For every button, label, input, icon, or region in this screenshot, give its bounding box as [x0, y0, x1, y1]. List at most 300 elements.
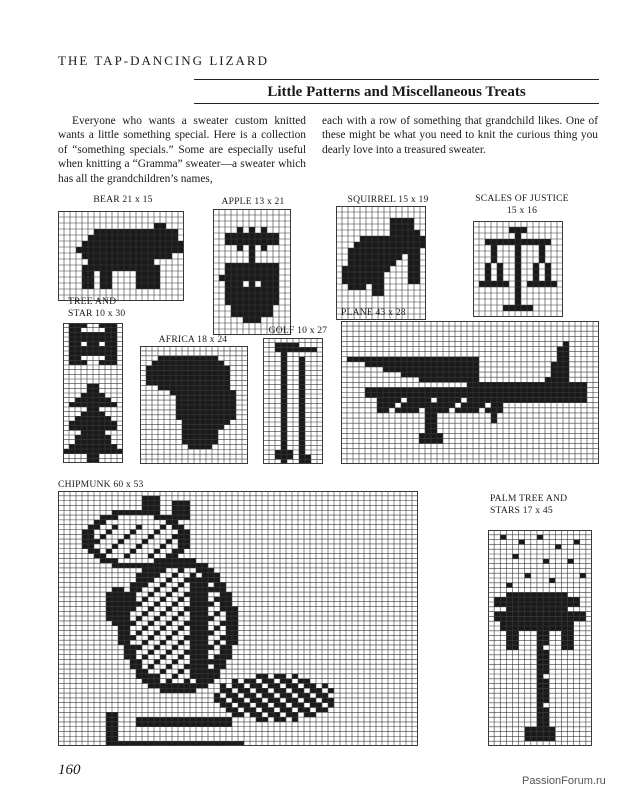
- stitch: [377, 393, 383, 398]
- stitch: [188, 439, 194, 444]
- stitch: [124, 563, 130, 568]
- stitch: [557, 347, 563, 352]
- stitch: [226, 693, 232, 698]
- stitch: [94, 235, 100, 241]
- stitch: [390, 218, 396, 224]
- stitch: [549, 607, 555, 612]
- stitch: [148, 496, 154, 501]
- stitch: [154, 529, 160, 534]
- stitch: [106, 606, 112, 611]
- scales-chart: [473, 221, 563, 317]
- stitch: [491, 403, 497, 408]
- stitch: [178, 582, 184, 587]
- stitch: [249, 305, 255, 311]
- stitch: [146, 371, 152, 376]
- stitch: [178, 515, 184, 520]
- stitch: [455, 408, 461, 413]
- stitch: [208, 645, 214, 650]
- stitch: [551, 393, 557, 398]
- stitch: [281, 431, 287, 436]
- stitch: [194, 420, 200, 425]
- stitch: [389, 387, 395, 392]
- stitch: [188, 366, 194, 371]
- stitch: [262, 703, 268, 708]
- stitch: [449, 362, 455, 367]
- stitch: [545, 281, 551, 287]
- scales-pattern-label: [462, 193, 582, 217]
- stitch: [220, 698, 226, 703]
- stitch: [479, 393, 485, 398]
- stitch: [243, 239, 249, 245]
- stitch: [533, 398, 539, 403]
- stitch: [69, 332, 75, 337]
- stitch: [551, 387, 557, 392]
- stitch: [568, 616, 574, 621]
- stitch: [124, 510, 130, 515]
- stitch: [372, 290, 378, 296]
- stitch: [348, 266, 354, 272]
- stitch: [202, 635, 208, 640]
- chipmunk-grid-lines: [58, 491, 418, 746]
- intro-paragraph-left: Everyone who wants a sweater custom knitted wants a little something special. Here is a collection of “something specials.” Some are especially useful when knitting a “Gramma” sweater—a sweater which has all the grandchildren’s names,: [58, 115, 306, 185]
- watermark: PassionForum.ru: [522, 775, 606, 787]
- stitch: [170, 385, 176, 390]
- stitch: [99, 402, 105, 407]
- stitch: [267, 269, 273, 275]
- stitch: [281, 413, 287, 418]
- stitch: [537, 712, 543, 717]
- stitch: [449, 393, 455, 398]
- stitch: [166, 650, 172, 655]
- stitch: [99, 360, 105, 365]
- stitch: [202, 631, 208, 636]
- stitch: [304, 708, 310, 713]
- stitch: [237, 305, 243, 311]
- stitch: [506, 612, 512, 617]
- stitch: [75, 449, 81, 454]
- stitch: [413, 403, 419, 408]
- stitch: [372, 266, 378, 272]
- stitch: [176, 376, 182, 381]
- stitch: [124, 247, 130, 253]
- stitch: [190, 563, 196, 568]
- stitch: [372, 242, 378, 248]
- stitch: [214, 655, 220, 660]
- stitch: [555, 602, 561, 607]
- stitch: [208, 631, 214, 636]
- stitch: [348, 254, 354, 260]
- stitch: [172, 241, 178, 247]
- stitch: [563, 352, 569, 357]
- stitch: [148, 635, 154, 640]
- stitch: [378, 278, 384, 284]
- stitch: [184, 688, 190, 693]
- stitch: [316, 693, 322, 698]
- stitch: [105, 421, 111, 426]
- stitch: [342, 272, 348, 278]
- stitch: [106, 265, 112, 271]
- stitch: [425, 438, 431, 443]
- stitch: [172, 587, 178, 592]
- stitch: [152, 376, 158, 381]
- stitch: [549, 612, 555, 617]
- stitch: [112, 616, 118, 621]
- stitch: [106, 515, 112, 520]
- stitch: [196, 592, 202, 597]
- stitch: [515, 227, 521, 233]
- stitch: [188, 405, 194, 410]
- stitch: [310, 698, 316, 703]
- stitch: [142, 573, 148, 578]
- stitch: [461, 393, 467, 398]
- stitch: [182, 425, 188, 430]
- stitch: [299, 371, 305, 376]
- stitch: [360, 248, 366, 254]
- stitch: [230, 390, 236, 395]
- stitch: [506, 631, 512, 636]
- stitch: [130, 659, 136, 664]
- stitch: [99, 332, 105, 337]
- stitch: [519, 616, 525, 621]
- stitch: [220, 592, 226, 597]
- stitch: [354, 242, 360, 248]
- stitch: [568, 597, 574, 602]
- stitch: [574, 612, 580, 617]
- stitch: [75, 440, 81, 445]
- stitch: [549, 616, 555, 621]
- stitch: [574, 616, 580, 621]
- stitch: [250, 708, 256, 713]
- stitch: [543, 616, 549, 621]
- stitch: [178, 655, 184, 660]
- stitch: [401, 387, 407, 392]
- stitch: [206, 415, 212, 420]
- stitch: [82, 544, 88, 549]
- stitch: [206, 400, 212, 405]
- stitch: [82, 241, 88, 247]
- stitch: [555, 616, 561, 621]
- stitch: [419, 377, 425, 382]
- stitch: [497, 393, 503, 398]
- stitch: [243, 317, 249, 323]
- stitch: [262, 717, 268, 722]
- stitch: [170, 390, 176, 395]
- stitch: [431, 387, 437, 392]
- stitch: [485, 275, 491, 281]
- stitch: [537, 636, 543, 641]
- stitch: [200, 356, 206, 361]
- stitch: [437, 357, 443, 362]
- stitch: [557, 372, 563, 377]
- stitch: [148, 683, 154, 688]
- stitch: [106, 259, 112, 265]
- stitch: [525, 616, 531, 621]
- stitch: [551, 281, 557, 287]
- stitch: [557, 367, 563, 372]
- stitch: [69, 328, 75, 333]
- stitch: [509, 239, 515, 245]
- stitch: [494, 602, 500, 607]
- stitch: [190, 688, 196, 693]
- stitch: [206, 410, 212, 415]
- stitch: [255, 299, 261, 305]
- stitch: [226, 592, 232, 597]
- stitch: [190, 626, 196, 631]
- stitch: [154, 558, 160, 563]
- stitch: [212, 371, 218, 376]
- stitch: [87, 444, 93, 449]
- stitch: [106, 253, 112, 259]
- stitch: [521, 239, 527, 245]
- stitch: [226, 621, 232, 626]
- stitch: [237, 245, 243, 251]
- stitch: [360, 254, 366, 260]
- stitch: [574, 540, 580, 545]
- stitch: [491, 245, 497, 251]
- stitch: [154, 277, 160, 283]
- stitch: [503, 239, 509, 245]
- stitch: [512, 612, 518, 617]
- stitch: [142, 626, 148, 631]
- stitch: [537, 607, 543, 612]
- stitch: [491, 257, 497, 263]
- stitch: [543, 717, 549, 722]
- stitch: [543, 626, 549, 631]
- stitch: [281, 343, 287, 348]
- stitch: [208, 659, 214, 664]
- stitch: [196, 683, 202, 688]
- stitch: [200, 430, 206, 435]
- stitch: [537, 732, 543, 737]
- stitch: [473, 377, 479, 382]
- stitch: [262, 674, 268, 679]
- stitch: [178, 505, 184, 510]
- stitch: [88, 283, 94, 289]
- stitch: [310, 703, 316, 708]
- stitch: [190, 669, 196, 674]
- stitch: [87, 351, 93, 356]
- stitch: [148, 241, 154, 247]
- stitch: [537, 717, 543, 722]
- stitch: [226, 631, 232, 636]
- stitch: [414, 272, 420, 278]
- stitch: [555, 592, 561, 597]
- stitch: [232, 693, 238, 698]
- stitch: [563, 377, 569, 382]
- stitch: [176, 410, 182, 415]
- stitch: [407, 357, 413, 362]
- stitch: [354, 254, 360, 260]
- stitch: [142, 563, 148, 568]
- stitch: [93, 430, 99, 435]
- stitch: [172, 229, 178, 235]
- stitch: [506, 607, 512, 612]
- stitch: [178, 669, 184, 674]
- stitch: [166, 592, 172, 597]
- stitch: [166, 229, 172, 235]
- stitch: [273, 263, 279, 269]
- stitch: [148, 247, 154, 253]
- stitch: [172, 247, 178, 253]
- stitch: [281, 366, 287, 371]
- stitch: [413, 367, 419, 372]
- stitch: [202, 592, 208, 597]
- stitch: [148, 259, 154, 265]
- stitch: [206, 356, 212, 361]
- stitch: [581, 387, 587, 392]
- stitch: [219, 275, 225, 281]
- stitch: [298, 708, 304, 713]
- stitch: [467, 377, 473, 382]
- stitch: [408, 260, 414, 266]
- stitch: [124, 235, 130, 241]
- stitch: [212, 390, 218, 395]
- stitch: [569, 387, 575, 392]
- stitch: [531, 626, 537, 631]
- stitch: [218, 366, 224, 371]
- stitch: [360, 284, 366, 290]
- stitch: [407, 372, 413, 377]
- stitch: [390, 242, 396, 248]
- stitch: [359, 357, 365, 362]
- stitch: [561, 616, 567, 621]
- stitch: [172, 515, 178, 520]
- stitch: [202, 669, 208, 674]
- stitch: [557, 398, 563, 403]
- stitch: [533, 263, 539, 269]
- stitch: [299, 431, 305, 436]
- stitch: [557, 352, 563, 357]
- stitch: [196, 602, 202, 607]
- stitch: [224, 390, 230, 395]
- stitch: [425, 428, 431, 433]
- stitch: [261, 245, 267, 251]
- stitch: [299, 445, 305, 450]
- stitch: [304, 698, 310, 703]
- stitch: [82, 529, 88, 534]
- label-line: PALM TREE AND: [490, 493, 568, 504]
- stitch: [194, 371, 200, 376]
- stitch: [142, 247, 148, 253]
- stitch: [148, 265, 154, 271]
- stitch: [299, 375, 305, 380]
- stitch: [69, 421, 75, 426]
- stitch: [220, 703, 226, 708]
- stitch: [154, 573, 160, 578]
- stitch: [244, 708, 250, 713]
- stitch: [500, 602, 506, 607]
- stitch: [105, 342, 111, 347]
- stitch: [261, 227, 267, 233]
- tree-pattern-label: [68, 296, 168, 320]
- stitch: [184, 544, 190, 549]
- stitch: [212, 410, 218, 415]
- stitch: [455, 377, 461, 382]
- stitch: [75, 416, 81, 421]
- stitch: [190, 606, 196, 611]
- stitch: [87, 393, 93, 398]
- stitch: [130, 645, 136, 650]
- stitch: [237, 227, 243, 233]
- stitch: [414, 242, 420, 248]
- label-line: AFRICA 18 x 24: [158, 334, 228, 345]
- stitch: [206, 361, 212, 366]
- stitch: [206, 380, 212, 385]
- stitch: [184, 534, 190, 539]
- stitch: [543, 602, 549, 607]
- stitch: [378, 284, 384, 290]
- stitch: [515, 263, 521, 269]
- stitch: [563, 398, 569, 403]
- stitch: [274, 698, 280, 703]
- stitch: [224, 400, 230, 405]
- stitch: [194, 415, 200, 420]
- stitch: [256, 712, 262, 717]
- stitch: [561, 621, 567, 626]
- stitch: [206, 390, 212, 395]
- stitch: [413, 408, 419, 413]
- stitch: [491, 398, 497, 403]
- stitch: [431, 362, 437, 367]
- stitch: [311, 347, 317, 352]
- stitch: [190, 616, 196, 621]
- stitch: [196, 621, 202, 626]
- section-title: Little Patterns and Miscellaneous Treats: [267, 84, 526, 100]
- stitch: [322, 698, 328, 703]
- stitch: [112, 587, 118, 592]
- stitch: [206, 385, 212, 390]
- stitch: [299, 436, 305, 441]
- stitch: [225, 293, 231, 299]
- stitch: [166, 635, 172, 640]
- label-line: BEAR 21 x 15: [93, 194, 153, 205]
- stitch: [366, 260, 372, 266]
- stitch: [479, 403, 485, 408]
- stitch: [206, 430, 212, 435]
- stitch: [500, 626, 506, 631]
- stitch: [214, 717, 220, 722]
- stitch: [136, 277, 142, 283]
- stitch: [154, 265, 160, 271]
- stitch: [106, 229, 112, 235]
- stitch: [182, 361, 188, 366]
- stitch: [244, 688, 250, 693]
- stitch: [154, 229, 160, 235]
- stitch: [124, 611, 130, 616]
- stitch: [100, 271, 106, 277]
- stitch: [249, 227, 255, 233]
- stitch: [304, 679, 310, 684]
- stitch: [568, 626, 574, 631]
- stitch: [136, 587, 142, 592]
- stitch: [348, 272, 354, 278]
- stitch: [268, 679, 274, 684]
- stitch: [243, 311, 249, 317]
- stitch: [281, 455, 287, 460]
- stitch: [384, 248, 390, 254]
- stitch: [196, 606, 202, 611]
- stitch: [87, 398, 93, 403]
- stitch: [136, 722, 142, 727]
- stitch: [130, 549, 136, 554]
- stitch: [112, 265, 118, 271]
- stitch: [563, 362, 569, 367]
- stitch: [111, 421, 117, 426]
- stitch: [170, 361, 176, 366]
- tree-chart: [63, 323, 123, 463]
- stitch: [237, 311, 243, 317]
- stitch: [574, 602, 580, 607]
